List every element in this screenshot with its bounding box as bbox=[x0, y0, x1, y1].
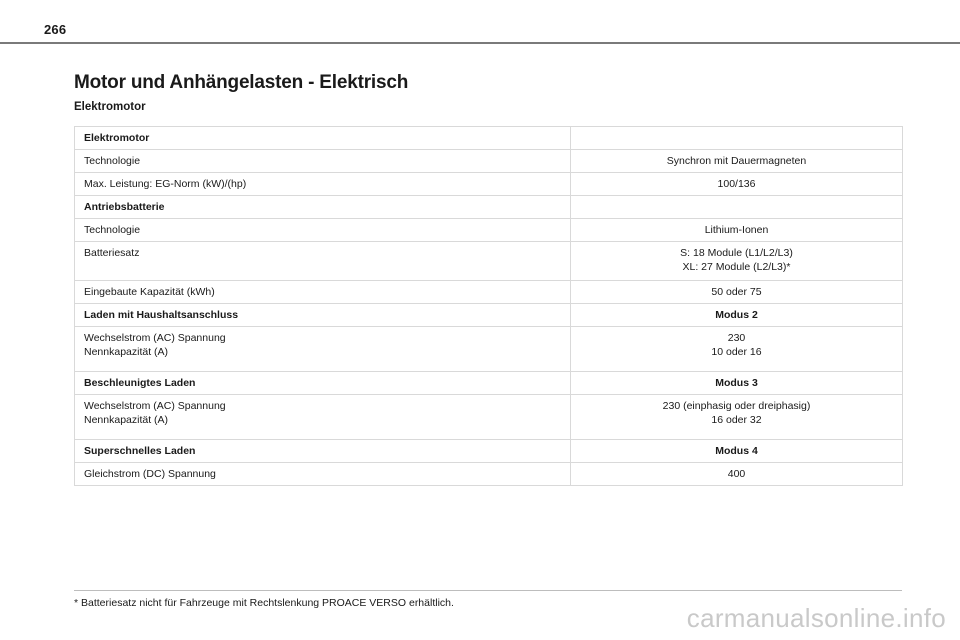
table-row bbox=[75, 173, 903, 196]
table-row bbox=[75, 463, 903, 486]
table-row bbox=[75, 304, 903, 327]
row-label: Technologie bbox=[75, 150, 571, 173]
row-label: Beschleunigtes Laden bbox=[75, 372, 571, 395]
page-title: Motor und Anhängelasten - Elektrisch bbox=[74, 72, 409, 93]
table-row bbox=[75, 281, 903, 304]
row-label-line: Nennkapazität (A) bbox=[84, 414, 169, 426]
table-row bbox=[75, 196, 903, 219]
table-row bbox=[75, 127, 903, 150]
row-label: Elektromotor bbox=[75, 127, 571, 150]
row-value bbox=[571, 127, 903, 150]
row-label: Gleichstrom (DC) Spannung bbox=[75, 463, 571, 486]
section-subtitle: Elektromotor bbox=[74, 101, 146, 113]
table-row bbox=[75, 242, 903, 281]
row-value bbox=[571, 242, 903, 281]
row-label: Eingebaute Kapazität (kWh) bbox=[75, 281, 571, 304]
row-label: Superschnelles Laden bbox=[75, 440, 571, 463]
row-value: Modus 3 bbox=[571, 372, 903, 395]
row-value: Modus 2 bbox=[571, 304, 903, 327]
row-label: Laden mit Haushaltsanschluss bbox=[75, 304, 571, 327]
row-value-line: 230 bbox=[727, 332, 746, 344]
page-number: 266 bbox=[44, 22, 67, 37]
row-value: Modus 4 bbox=[571, 440, 903, 463]
row-value-line: 16 oder 32 bbox=[711, 414, 762, 426]
row-label: Antriebsbatterie bbox=[75, 196, 571, 219]
watermark: carmanualsonline.info bbox=[686, 603, 946, 633]
row-label-line: Nennkapazität (A) bbox=[84, 346, 169, 358]
header-divider bbox=[0, 42, 960, 44]
table-row bbox=[75, 219, 903, 242]
row-value: Lithium-Ionen bbox=[571, 219, 903, 242]
row-value-line: 10 oder 16 bbox=[711, 346, 762, 358]
table-row bbox=[75, 372, 903, 395]
row-label: Batteriesatz bbox=[75, 242, 571, 281]
row-value-line: S: 18 Module (L1/L2/L3) bbox=[680, 247, 793, 259]
row-value: 100/136 bbox=[571, 173, 903, 196]
row-value-line: 230 (einphasig oder dreiphasig) bbox=[662, 400, 811, 412]
row-value: Synchron mit Dauermagneten bbox=[571, 150, 903, 173]
spec-table bbox=[74, 126, 903, 486]
row-value bbox=[571, 196, 903, 219]
row-label-line: Wechselstrom (AC) Spannung bbox=[84, 332, 226, 344]
row-label: Max. Leistung: EG-Norm (kW)/(hp) bbox=[75, 173, 571, 196]
table-row bbox=[75, 150, 903, 173]
row-value-line: XL: 27 Module (L2/L3)* bbox=[682, 261, 791, 273]
row-label: Technologie bbox=[75, 219, 571, 242]
row-value: 400 bbox=[571, 463, 903, 486]
row-label bbox=[75, 327, 571, 372]
footnote-divider bbox=[74, 590, 902, 591]
row-label-line: Wechselstrom (AC) Spannung bbox=[84, 400, 226, 412]
row-label bbox=[75, 395, 571, 440]
row-value: 50 oder 75 bbox=[571, 281, 903, 304]
table-row bbox=[75, 440, 903, 463]
table-row bbox=[75, 327, 903, 372]
footnote: * Batteriesatz nicht für Fahrzeuge mit Rechtslenkung PROACE VERSO erhältlich. bbox=[74, 597, 454, 609]
table-row bbox=[75, 395, 903, 440]
row-value bbox=[571, 327, 903, 372]
row-value bbox=[571, 395, 903, 440]
